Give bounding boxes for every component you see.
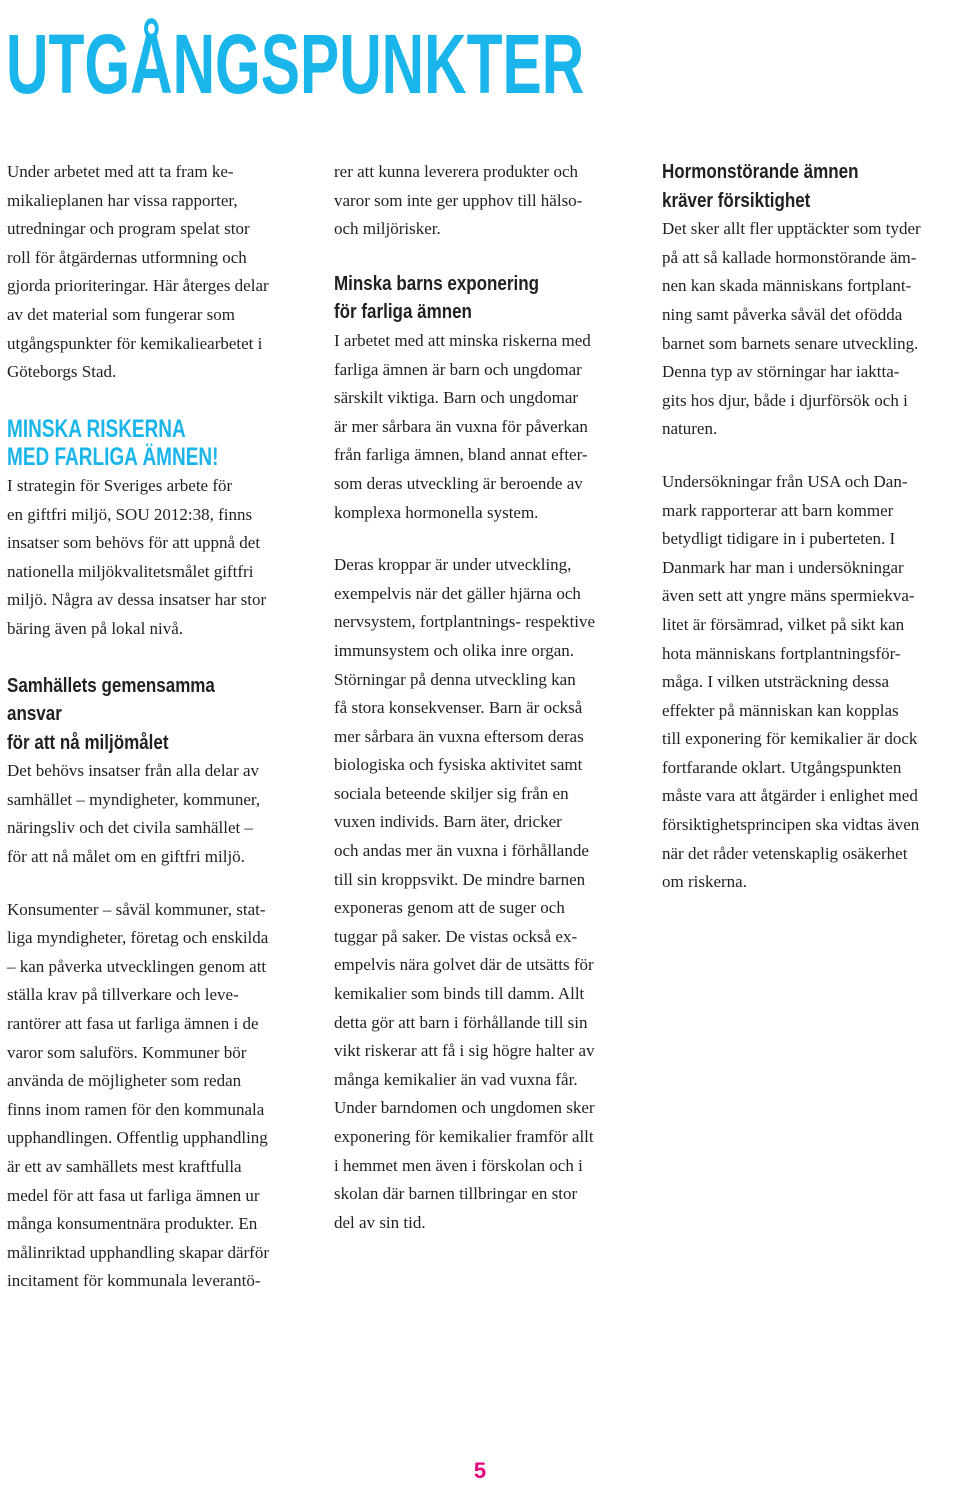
hormon-paragraph: Det sker allt fler upptäckter som tyder på att så kallade hormonstörande äm- nen kan skada människans fortplant- ning samt påverka såväl det ofödda barnet som barnets senare utveckling. Denna typ av störningar har iaktta- gits hos djur, både i djurförsök och i naturen. <box>662 219 921 439</box>
column-middle <box>334 158 639 1237</box>
page-number: 5 <box>473 1458 487 1483</box>
heading-hormonstorande: Hormonstörande ämnen kräver försiktighet <box>662 161 859 212</box>
insatser-paragraph: Det behövs insatser från alla delar av samhället – myndigheter, kommuner, näringsliv och det civila samhället – för att nå målet om en giftfri miljö. <box>7 761 261 867</box>
heading-minska-riskerna: MINSKA RISKERNA MED FARLIGA ÄMNEN! <box>7 414 219 472</box>
heading-minska-barns-exponering: Minska barns exponering för farliga ämnen <box>334 272 539 324</box>
kroppar-paragraph: Deras kroppar är under utveckling, exempelvis när det gäller hjärna och nervsystem, fortplantnings- respektive immunsystem och olika inre organ. Störningar på denna utveckling kan få stora konsekvenser. Barn är också mer sårbara än vuxna eftersom deras biologiska och fysiska aktivitet samt sociala beteende skiljer sig från en vuxen individs. Barn äter, dricker och andas mer än vuxna i förhållande till sin kroppsvikt. De mindre barnen exponeras genom att de suger och tuggar på saker. De vistas också ex- empelvis nära golvet där de utsätts för kemikalier som binds till damm. Allt detta gör att barn i förhållande till sin vikt riskerar att få i sig högre halter av många kemikalier än vad vuxna får. Under barndomen och ungdomen sker exponering för kemikalier framför allt i hemmet men även i förskolan och i skolan där barnen tillbringar en stor del av sin tid. <box>334 555 596 1232</box>
strategy-paragraph: I strategin för Sveriges arbete för en giftfri miljö, SOU 2012:38, finns insatser som behövs för att uppnå det nationella miljökvalitetsmålet giftfri miljö. Några av dessa insatser har stor bäring även på lokal nivå. <box>7 475 267 638</box>
column-left <box>7 158 317 1296</box>
column-right <box>662 158 957 897</box>
page-title: UTGÅNGSPUNKTER <box>6 17 585 111</box>
intro-paragraph: Under arbetet med att ta fram ke- mikalieplanen har vissa rapporter, utredningar och program spelat stor roll för åtgärdernas utformning och gjorda prioriteringar. Här återges delar av det material som fungerar som utgångspunkter för kemikaliearbetet i Göteborgs Stad. <box>7 162 269 382</box>
undersokningar-paragraph: Undersökningar från USA och Dan- mark rapporterar att barn kommer betydligt tidigare in i puberteten. I Danmark har man i undersökningar även sett att yngre mäns spermiekva- litet är försämrad, vilket på sikt kan hota människans fortplantningsför- måga. I vilken utsträckning dessa effekter på människan kan kopplas till exponering för kemikalier är dock fortfarande oklart. Utgångspunkten måste vara att åtgärder i enlighet med försiktighetsprincipen ska vidtas även när det råder vetenskaplig osäkerhet om riskerna. <box>662 471 920 892</box>
continued-paragraph: rer att kunna leverera produkter och varor som inte ger upphov till hälso- och miljörisker. <box>334 162 583 239</box>
konsumenter-paragraph: Konsumenter – såväl kommuner, stat- liga myndigheter, företag och enskilda – kan påverka utvecklingen genom att ställa krav på tillverkare och leve- rantörer att fasa ut farliga ämnen i de varor som saluförs. Kommuner bör använda de möjligheter som redan finns inom ramen för den kommunala upphandlingen. Offentlig upphandling är ett av samhällets mest kraftfulla medel för att fasa ut farliga ämnen ur många konsumentnära produkter. En målinriktad upphandling skapar därför incitament för kommunala leverantö- <box>7 899 270 1291</box>
barn-paragraph: I arbetet med att minska riskerna med farliga ämnen är barn och ungdomar särskilt viktiga. Barn och ungdomar är mer sårbara än vuxna för påverkan från farliga ämnen, bland annat efter- som deras utveckling är beroende av komplexa hormonella system. <box>334 330 591 522</box>
heading-samhallets-ansvar: Samhällets gemensamma ansvar för att nå miljömålet <box>7 674 215 754</box>
